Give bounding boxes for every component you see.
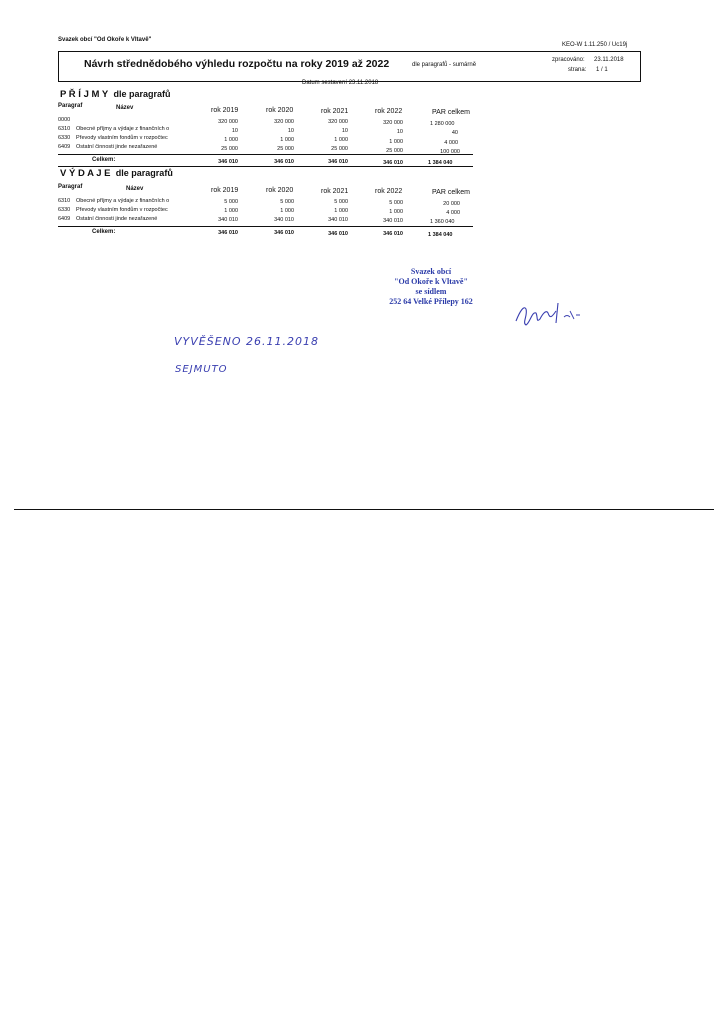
income-heading: P Ř Í J M Y dle paragrafů [60,89,171,100]
row-paragraf: 6310 [58,126,71,132]
total-2020: 346 010 [274,230,294,236]
total-2022: 346 010 [383,160,403,166]
row-2020: 1 000 [280,137,294,143]
col-nazev: Název [116,105,134,111]
row-2020: 1 000 [280,208,294,214]
col-2019: rok 2019 [211,187,239,194]
row-2019: 1 000 [224,137,238,143]
page-subtitle: dle paragrafů - sumárně [412,62,477,68]
row-2021: 1 000 [334,208,348,214]
removed-note: SEJMUTO [175,364,228,375]
page-title: Návrh střednědobého výhledu rozpočtu na roky 2019 až 2022 [84,58,390,70]
row-2020: 10 [287,128,294,134]
row-paragraf: 6409 [58,144,71,150]
row-2020: 25 000 [277,146,294,152]
posted-note: VYVĚŠENO 26.11.2018 [174,335,320,348]
row-2022: 1 000 [389,139,403,145]
row-name: Ostatní činnosti jinde nezařazené [76,216,158,222]
row-2019: 10 [231,128,238,134]
row-2022: 25 000 [386,148,403,154]
income-total-divider [58,154,473,155]
col-total: PAR celkem [432,109,470,116]
col-paragraf: Paragraf [58,103,83,109]
row-paragraf: 6330 [58,135,71,141]
row-2019: 320 000 [218,119,238,125]
row-2021: 340 010 [328,217,348,223]
col-nazev: Název [126,186,144,192]
total-label: Celkem: [92,157,116,163]
row-paragraf: 6330 [58,207,71,213]
col-total: PAR celkem [432,189,470,196]
row-paragraf: 6310 [58,198,71,204]
row-name: Obecné příjmy a výdaje z finančních o [76,126,170,132]
row-2022: 320 000 [383,120,403,126]
page-number: 1 / 1 [596,67,608,73]
row-name: Obecné příjmy a výdaje z finančních o [76,198,170,204]
page-divider [14,509,714,510]
row-name: Ostatní činnosti jinde nezařazené [76,144,158,150]
income-bottom-divider [58,166,473,167]
row-2019: 340 010 [218,217,238,223]
row-2020: 340 010 [274,217,294,223]
col-2021: rok 2021 [321,188,349,195]
row-paragraf: 0000 [58,117,71,123]
row-total: 1 280 000 [430,121,455,127]
total-label: Celkem: [92,229,116,235]
row-2022: 340 010 [383,218,403,224]
col-2019: rok 2019 [211,107,239,114]
row-total: 20 000 [443,201,460,207]
total-2019: 346 010 [218,230,238,236]
organization-stamp: Svazek obcí "Od Okoře k Vltavě" se sídlem 252 64 Velké Přílepy 162 [389,267,473,306]
col-2020: rok 2020 [266,107,294,114]
expenses-total-divider [58,226,473,227]
total-2019: 346 010 [218,159,238,165]
row-2021: 10 [341,128,348,134]
row-total: 4 000 [444,140,458,146]
row-2020: 320 000 [274,119,294,125]
row-name: Převody vlastním fondům v rozpočtec [76,135,168,141]
organization-name: Svazek obcí "Od Okoře k Vltavě" [58,37,152,43]
row-2021: 5 000 [334,199,348,205]
col-2022: rok 2022 [375,108,403,115]
row-total: 1 360 040 [430,219,455,225]
row-paragraf: 6409 [58,216,71,222]
col-2020: rok 2020 [266,187,294,194]
col-paragraf: Paragraf [58,184,83,190]
row-2020: 5 000 [280,199,294,205]
total-all: 1 384 040 [428,232,453,238]
row-2022: 1 000 [389,209,403,215]
row-2019: 25 000 [221,146,238,152]
total-2020: 346 010 [274,159,294,165]
row-total: 40 [451,130,458,136]
processed-date: 23.11.2018 [594,57,624,63]
total-2022: 346 010 [383,231,403,237]
signature-icon [512,293,592,333]
row-2019: 1 000 [224,208,238,214]
report-code: KEO-W 1.11.250 / Uc19j [562,42,628,48]
expenses-heading: V Ý D A J E dle paragrafů [60,168,173,179]
row-total: 100 000 [440,149,460,155]
total-2021: 346 010 [328,231,348,237]
compiled-date: Datum sestavení 23.11.2018 [302,80,379,86]
processed-label: zpracováno: [552,57,585,63]
row-2021: 320 000 [328,119,348,125]
row-2022: 5 000 [389,200,403,206]
col-2021: rok 2021 [321,108,349,115]
total-all: 1 384 040 [428,160,453,166]
row-2022: 10 [396,129,403,135]
total-2021: 346 010 [328,159,348,165]
col-2022: rok 2022 [375,188,403,195]
row-2021: 1 000 [334,137,348,143]
row-total: 4 000 [446,210,460,216]
row-2019: 5 000 [224,199,238,205]
page-label: strana: [568,67,587,73]
row-2021: 25 000 [331,146,348,152]
row-name: Převody vlastním fondům v rozpočtec [76,207,168,213]
